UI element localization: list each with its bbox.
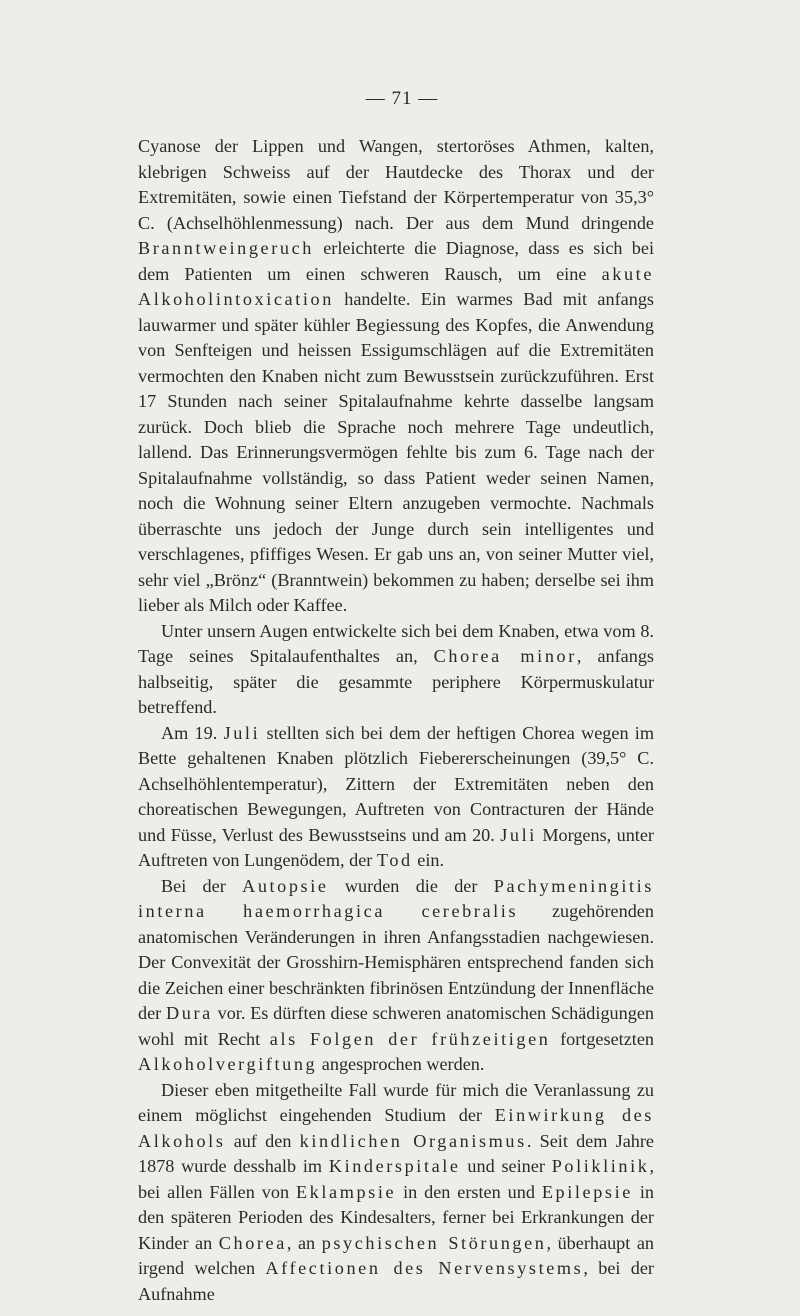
- text-run: Morgens, unter Auftreten von Lungenödem, der: [138, 824, 654, 870]
- text-run: , anfangs halbseitig, später die gesammte periphere Körpermuskulatur betreffend.: [138, 646, 655, 717]
- text-run: handelte. Ein warmes Bad mit anfangs lauwarmer und später kühler Begiessung des Kopfes, die Anwendung von Senfteigen und heissen Essigumschlägen auf die Extremitäten vermochten den Knaben nicht zum Bewusstsein zurückzuführen. Erst 17 Stunden nach seiner Spitalaufnahme kehrte dasselbe langsam zurück. Doch blieb die Sprache noch mehrere Tage undeutlich, lallend. Das Erinnerungsvermögen fehlte bis zum 6. Tage nach der Spitalaufnahme vollständig, so dass Patient weder seinen Namen, noch die Wohnung seiner Eltern anzugeben vermochte. Nachmals überraschte uns jedoch der Junge durch sein intelligentes und verschlagenes, pfiffiges Wesen. Er gab uns an, von seiner Mutter viel, sehr viel „Brönz“ (Branntwein) bekommen zu haben; derselbe sei ihm lieber als Milch oder Kaffee.: [138, 289, 654, 615]
- emphasized-text: als Folgen der frühzeitigen: [269, 1028, 551, 1049]
- emphasized-text: Eklampsie: [295, 1181, 397, 1202]
- text-run: , bei allen Fällen von: [138, 1156, 654, 1202]
- emphasized-text: Branntweingeruch: [138, 238, 314, 258]
- emphasized-text: Autopsie: [242, 875, 329, 896]
- text-run: . Seit dem Jahre 1878 wurde desshalb im: [138, 1130, 654, 1176]
- emphasized-text: Epilepsie: [541, 1181, 633, 1202]
- emphasized-text: Juli: [500, 824, 537, 845]
- page-number: — 71 —: [365, 88, 439, 109]
- emphasized-text: psychischen Störungen: [321, 1232, 547, 1253]
- text-run: und seiner: [460, 1156, 552, 1176]
- text-run: fortgesetzten: [550, 1028, 654, 1049]
- emphasized-text: Kinderspitale: [328, 1156, 461, 1176]
- emphasized-text: Poliklinik: [551, 1156, 650, 1176]
- text-run: angesprochen werden.: [317, 1054, 485, 1074]
- paragraph: [138, 874, 654, 1078]
- text-run: , an: [286, 1232, 322, 1253]
- text-run: in den ersten und: [396, 1181, 542, 1202]
- paragraph: [138, 721, 654, 874]
- text-run: vor. Es dürften diese schweren anatomischen Schädigungen wohl mit Recht: [138, 1003, 654, 1049]
- text-run: Dieser eben mitgetheilte Fall wurde für mich die Veranlassung zu einem möglichst eingehenden Studium der: [138, 1079, 654, 1125]
- paragraph: [138, 619, 654, 721]
- text-run: auf den: [225, 1130, 300, 1151]
- paragraph: [138, 1078, 654, 1308]
- emphasized-text: kindlichen Organismus: [299, 1130, 527, 1151]
- text-run: ein.: [412, 850, 445, 870]
- text-run: erleichterte die Diagnose, dass es sich bei dem Patienten um einen schweren Rausch, um eine: [138, 238, 654, 284]
- text-run: Unter unsern Augen entwickelte sich bei dem Knaben, etwa vom 8. Tage seines Spitalaufenthaltes an,: [138, 620, 654, 666]
- text-run: Am 19.: [161, 722, 224, 743]
- emphasized-text: Juli: [223, 722, 261, 743]
- text-run: , überhaupt an irgend welchen: [138, 1232, 655, 1278]
- emphasized-text: Chorea minor: [433, 646, 577, 666]
- emphasized-text: Dura: [166, 1003, 213, 1023]
- text-run: zugehörenden anatomischen Veränderungen in ihren Anfangsstadien nachgewiesen. Der Convexität der Grosshirn-Hemisphären entsprechend fanden sich die Zeichen einer beschränkten fibrinösen Entzündung der Innenfläche der: [138, 901, 654, 1023]
- emphasized-text: Pachymeningitis interna haemorrhagica cerebralis: [138, 875, 654, 921]
- emphasized-text: Chorea: [218, 1232, 287, 1253]
- emphasized-text: Tod: [376, 850, 413, 870]
- emphasized-text: Affectionen des Nervensystems: [265, 1258, 584, 1278]
- emphasized-text: Einwirkung des Alkohols: [138, 1105, 654, 1151]
- text-run: , bei der Aufnahme: [138, 1258, 654, 1304]
- paragraph: [138, 134, 654, 619]
- text-run: stellten sich bei dem der heftigen Chorea wegen im Bette gehaltenen Knaben plötzlich Fiebererscheinungen (39,5° C. Achselhöhlentemperatur), Zittern der Extremitäten neben den choreatischen Bewegungen, Auftreten von Contracturen der Hände und Füsse, Verlust des Bewusstseins und am 20.: [138, 722, 655, 845]
- emphasized-text: Alkoholvergiftung: [138, 1054, 318, 1074]
- text-run: in den späteren Perioden des Kindesalters, ferner bei Erkrankungen der Kinder an: [138, 1181, 654, 1253]
- text-run: wurden die der: [328, 875, 494, 896]
- emphasized-text: akute Alkoholintoxication: [138, 263, 654, 309]
- body-text: [138, 134, 654, 1307]
- text-run: Bei der: [161, 875, 243, 896]
- text-run: Cyanose der Lippen und Wangen, stertoröses Athmen, kalten, klebrigen Schweiss auf der Hautdecke des Thorax und der Extremitäten, sowie einen Tiefstand der Körpertemperatur von 35,3° C. (Achselhöhlenmessung) nach. Der aus dem Mund dringende: [138, 136, 654, 233]
